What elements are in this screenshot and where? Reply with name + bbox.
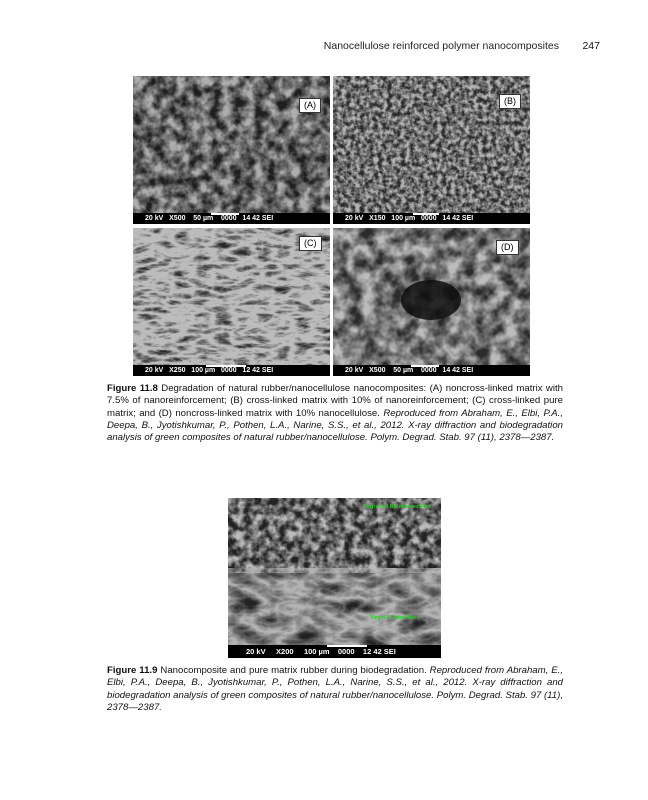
sem-panel-b — [333, 76, 530, 224]
degraded-part-label: Degraded Reinforced Part — [363, 504, 431, 510]
figure-11-8-caption — [107, 383, 563, 444]
scalebar-d — [411, 365, 439, 367]
sem-databar-b: 20 kV X150 100 µm 0000 14 42 SEI — [333, 213, 530, 224]
running-title: Nanocellulose reinforced polymer nanocomposites — [323, 40, 559, 52]
page-number: 247 — [582, 40, 600, 52]
sem-panel-c — [133, 228, 330, 376]
figure-11-8-credit: Reproduced from Abraham, E., Elbi, P.A., Deepa, B., Jyotishkumar, P., Pothen, L.A., Narine, S.S., et al., 2012. X-ray diffraction and biodegradation analysis of green composites of natural rubber/nanocellulose. Polym. Degrad. Stab. 97 (11), 2378—2387. — [107, 407, 564, 444]
scalebar-c — [206, 365, 246, 367]
sem-panel-d — [333, 228, 530, 376]
sem-databar-11-9: 20 kV X200 100 µm 0000 12 42 SEI — [228, 645, 441, 658]
panel-label-b: (B) — [499, 94, 521, 109]
sem-figure-11-9 — [228, 498, 441, 658]
panel-label-c: (C) — [299, 236, 322, 251]
virgin-rubber-label: Virgin Rubber Part — [370, 615, 419, 621]
figure-11-9-label: Figure 11.9 — [107, 665, 158, 676]
figure-11-9-caption — [107, 665, 563, 714]
figure-11-8-label: Figure 11.8 — [107, 383, 158, 394]
sem-databar-d: 20 kV X500 50 µm 0000 14 42 SEI — [333, 365, 530, 376]
sem-panel-a — [133, 76, 330, 224]
panel-label-a: (A) — [299, 98, 321, 113]
figure-11-9-credit: Reproduced from Abraham, E., Elbi, P.A., Deepa, B., Jyotishkumar, P., Pothen, L.A., Narine, S.S., et al., 2012. X-ray diffraction and biodegradation analysis of green composites of natural rubber/nanocellulose. Polym. Degrad. Stab. 97 (11), 2378—2387. — [107, 665, 563, 713]
running-header — [0, 40, 648, 54]
figure-11-8-caption-text: Degradation of natural rubber/nanocellulose nanocomposites: (A) noncross-linked matrix with 7.5% of nanoreinforcement; (B) cross-linked matrix with 10% of nanoreinforcement; (C) cross-linked pure matrix; and (D) noncross-linked matrix with 10% nanocellulose. — [107, 383, 563, 419]
scalebar-11-9 — [327, 645, 367, 647]
scalebar-a — [211, 213, 239, 215]
scalebar-b — [413, 213, 439, 215]
figure-11-9-caption-text: Nanocomposite and pure matrix rubber during biodegradation. — [160, 665, 427, 676]
panel-label-d: (D) — [496, 240, 519, 255]
sem-texture-11-9 — [228, 498, 441, 658]
sem-databar-a: 20 kV X500 50 µm 0000 14 42 SEI — [133, 213, 330, 224]
sem-databar-c: 20 kV X250 100 µm 0000 12 42 SEI — [133, 365, 330, 376]
